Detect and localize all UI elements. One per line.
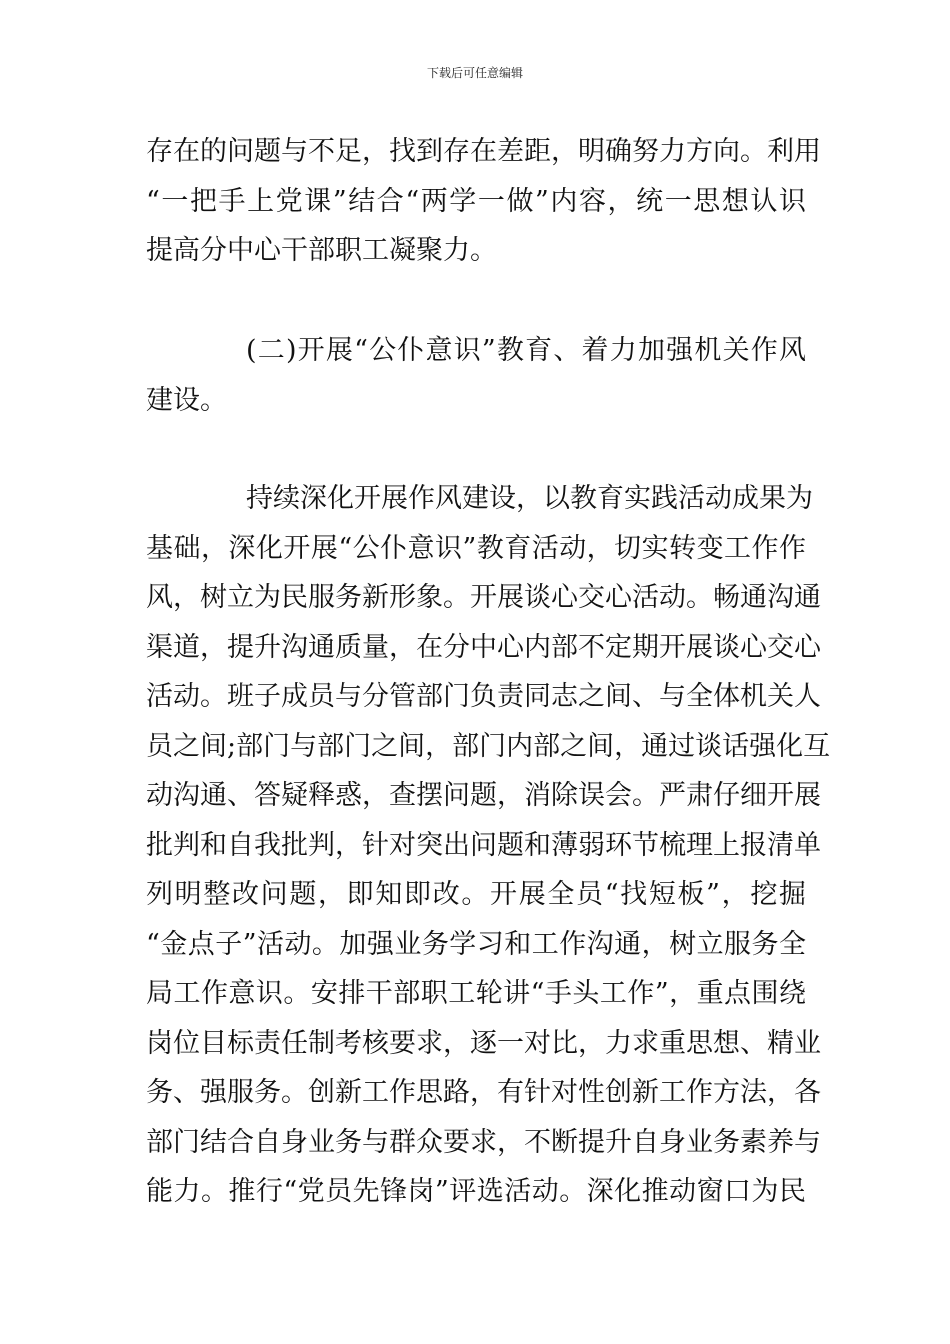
text-line: “一把手上党课”结合“两学一做”内容，统一思想认识 xyxy=(146,185,806,217)
text-line: 部门结合自身业务与群众要求，不断提升自身业务素养与 xyxy=(146,1126,821,1158)
text-line: 批判和自我批判，针对突出问题和薄弱环节梳理上报清单 xyxy=(146,829,821,861)
paragraph-problems-and-direction xyxy=(146,127,821,276)
text-line: 渠道，提升沟通质量，在分中心内部不定期开展谈心交心 xyxy=(146,631,821,663)
section-heading-public-servant xyxy=(146,326,806,425)
text-line: 局工作意识。安排干部职工轮讲“手头工作”，重点围绕 xyxy=(146,978,806,1009)
page-header-note: 下载后可任意编辑 xyxy=(426,66,523,80)
text-line: 动沟通、答疑释惑，查摆问题，消除误会。严肃仔细开展 xyxy=(146,780,821,811)
text-line: 提高分中心干部职工凝聚力。 xyxy=(146,235,497,266)
text-line: 岗位目标责任制考核要求，逐一对比，力求重思想、精业 xyxy=(146,1027,821,1059)
paragraph-work-style-building xyxy=(146,474,831,1217)
heading-line: (二)开展“公仆意识”教育、着力加强机关作风 xyxy=(246,335,806,366)
heading-line: 建设。 xyxy=(146,384,227,416)
text-line: “金点子”活动。加强业务学习和工作沟通，树立服务全 xyxy=(146,928,806,960)
text-line: 存在的问题与不足，找到存在差距，明确努力方向。利用 xyxy=(146,136,821,167)
text-line: 基础，深化开展“公仆意识”教育活动，切实转变工作作 xyxy=(146,532,806,564)
text-line: 员之间;部门与部门之间，部门内部之间，通过谈话强化互 xyxy=(146,730,831,762)
text-line: 活动。班子成员与分管部门负责同志之间、与全体机关人 xyxy=(146,681,821,712)
text-line: 风，树立为民服务新形象。开展谈心交心活动。畅通沟通 xyxy=(146,582,821,613)
text-line: 能力。推行“党员先锋岗”评选活动。深化推动窗口为民 xyxy=(146,1176,806,1207)
text-line: 务、强服务。创新工作思路，有针对性创新工作方法，各 xyxy=(146,1077,821,1108)
text-line: 列明整改问题，即知即改。开展全员“找短板”，挖掘 xyxy=(146,879,806,910)
text-line: 持续深化开展作风建设，以教育实践活动成果为 xyxy=(246,483,813,514)
